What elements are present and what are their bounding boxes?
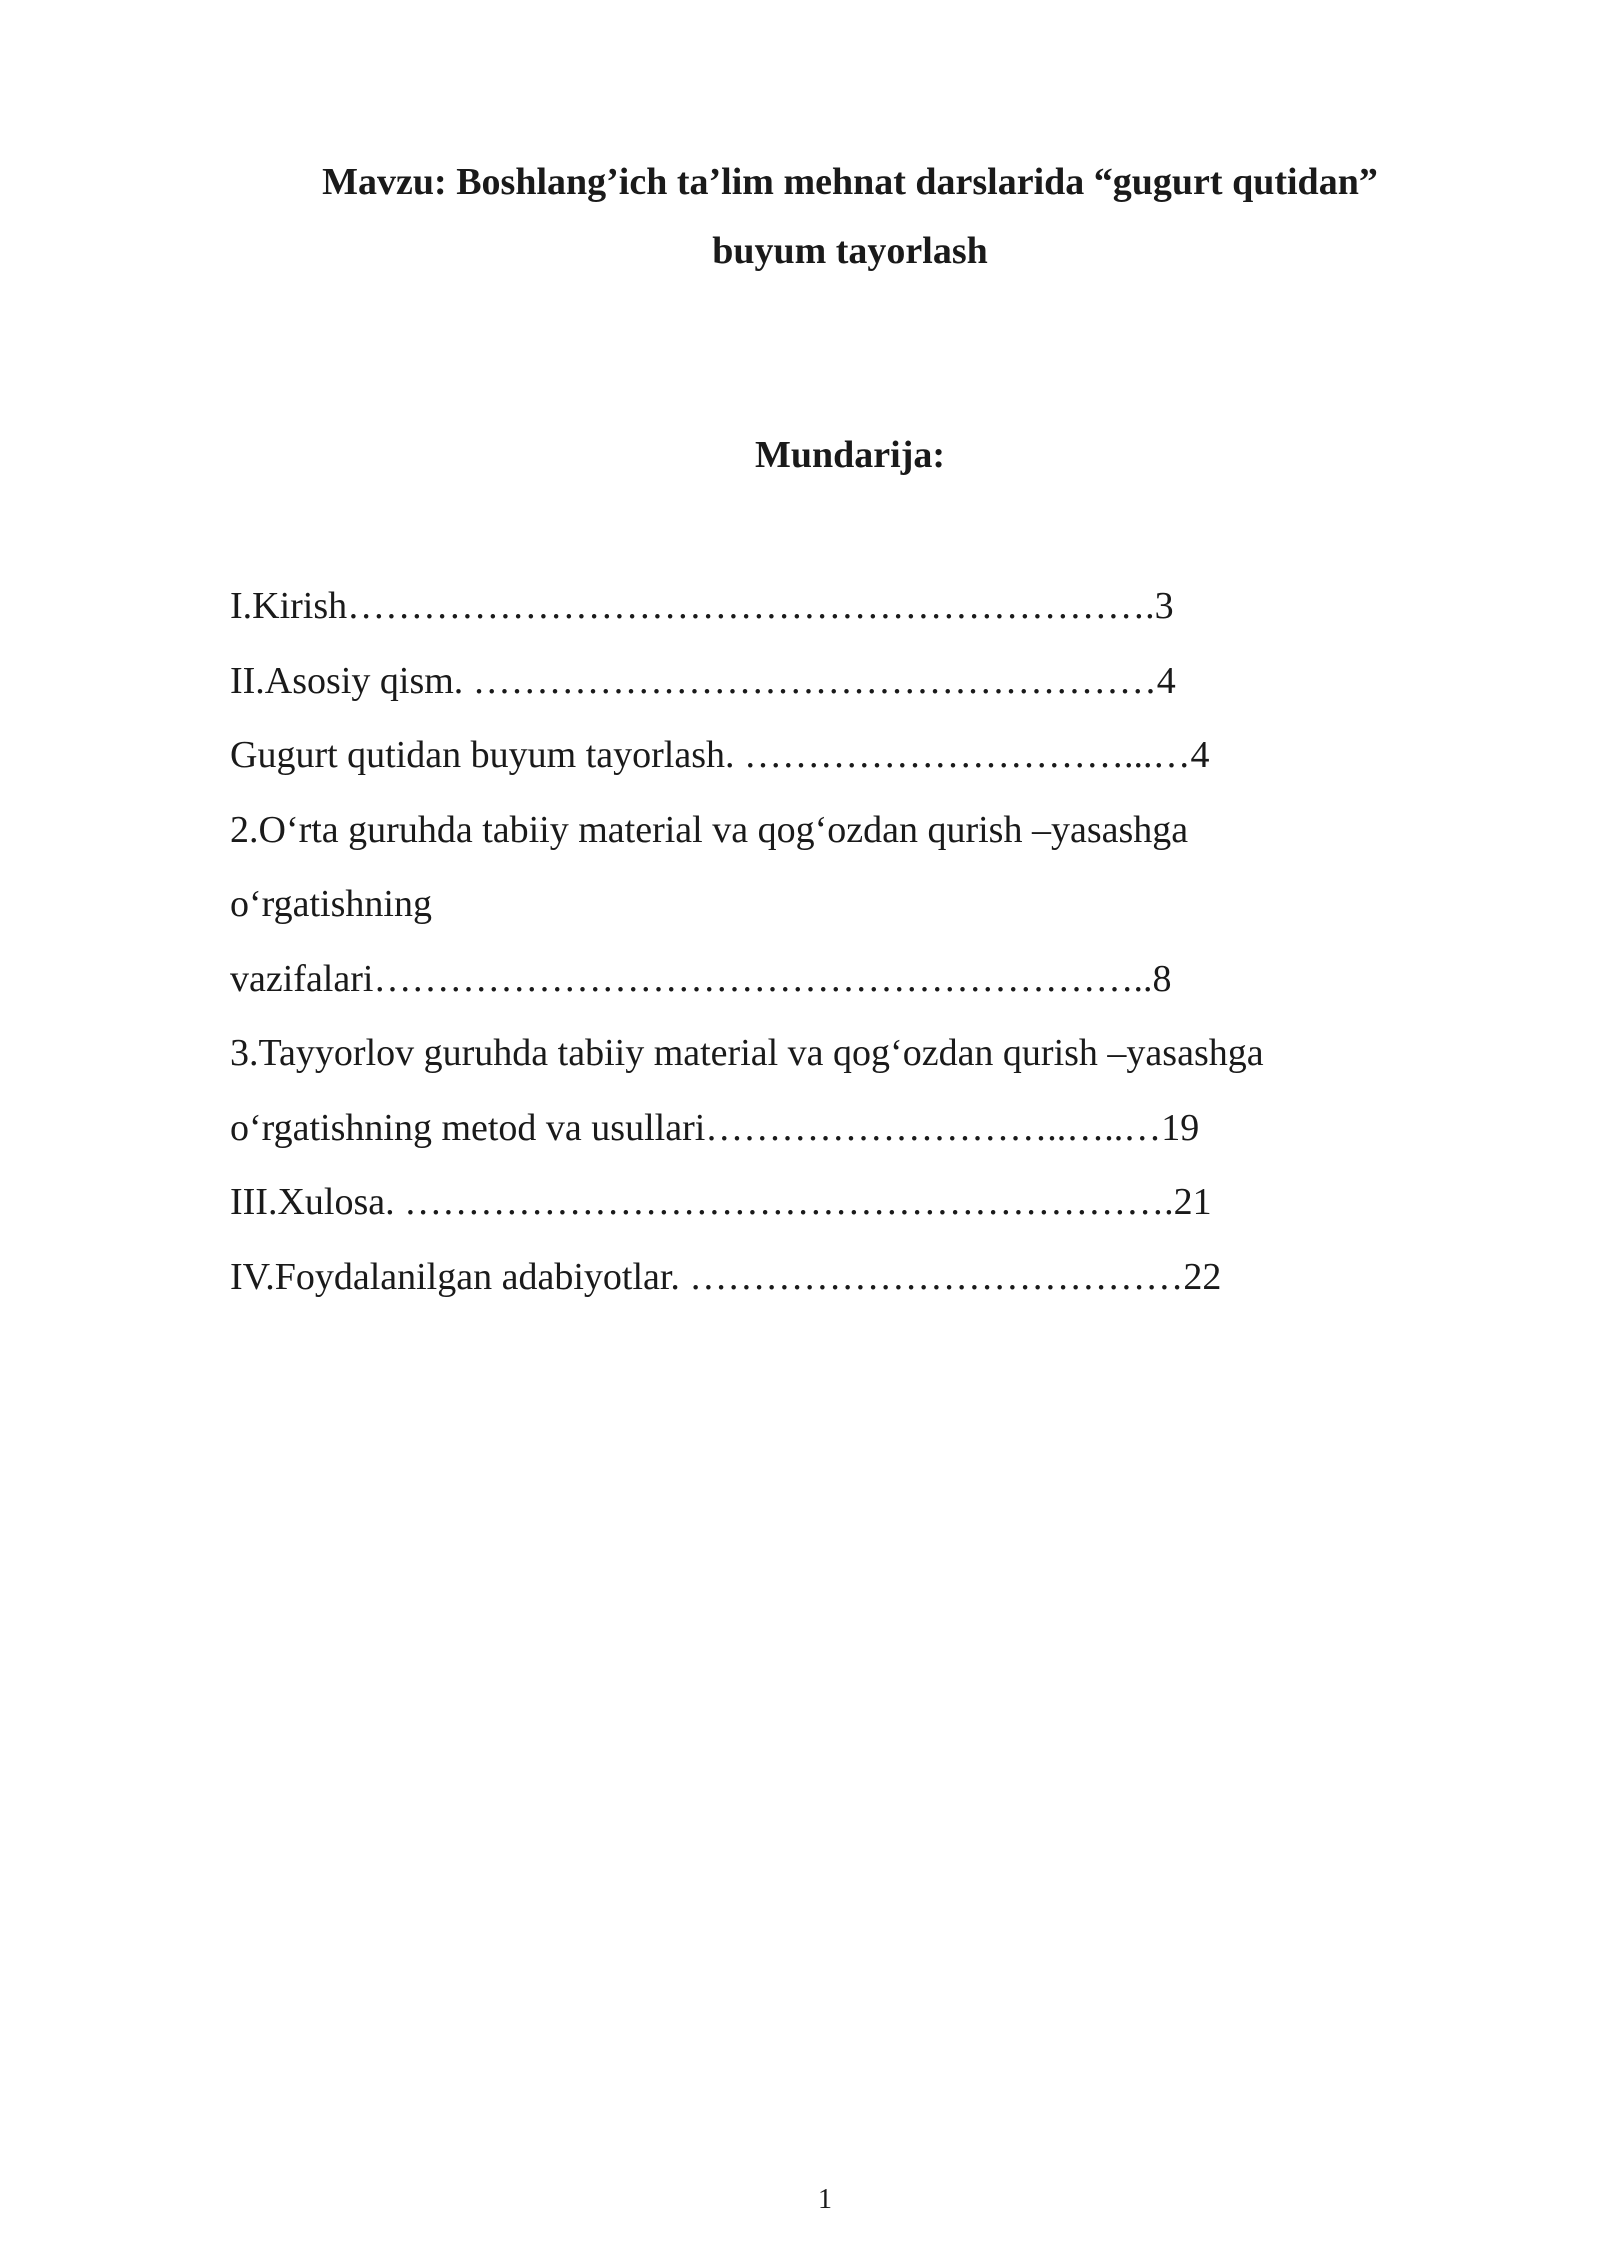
toc-entry-middle-group-tasks: vazifalari……………………………………………………..8 <box>230 957 1172 1000</box>
toc-entry-preparatory-group: 3.Tayyorlov guruhda tabiiy material va qog‘ozdan qurish –yasashga <box>230 1032 1264 1074</box>
toc-entry-conclusion: III.Xulosa. …………………………………………………….21 <box>230 1181 1212 1223</box>
toc-entry-middle-group: 2.O‘rta guruhda tabiiy material va qog‘ozdan qurish –yasashga <box>230 808 1189 851</box>
document-title <box>230 148 1470 286</box>
toc-entry-main-part: II.Asosiy qism. ………………………………………………4 <box>230 659 1176 702</box>
toc-entry-references: IV.Foydalanilgan adabiyotlar. …………………………………22 <box>230 1255 1222 1298</box>
toc-entry-matchbox-items: Gugurt qutidan buyum tayorlash. …………………………...…4 <box>230 734 1210 776</box>
title-line-1: Mavzu: Boshlang’ich ta’lim mehnat darslarida “gugurt qutidan” <box>322 161 1378 203</box>
page-number: 1 <box>818 2184 832 2215</box>
toc-entry-preparatory-group-methods: o‘rgatishning metod va usullari………………………..…..…19 <box>230 1106 1200 1149</box>
toc-heading: Mundarija: <box>755 434 945 476</box>
toc-entry-introduction: I.Kirish……………………………………………………….3 <box>230 585 1174 627</box>
title-line-2: buyum tayorlash <box>712 230 988 272</box>
toc-entry-middle-group-cont: o‘rgatishning <box>230 883 432 925</box>
table-of-contents <box>230 569 1480 1314</box>
